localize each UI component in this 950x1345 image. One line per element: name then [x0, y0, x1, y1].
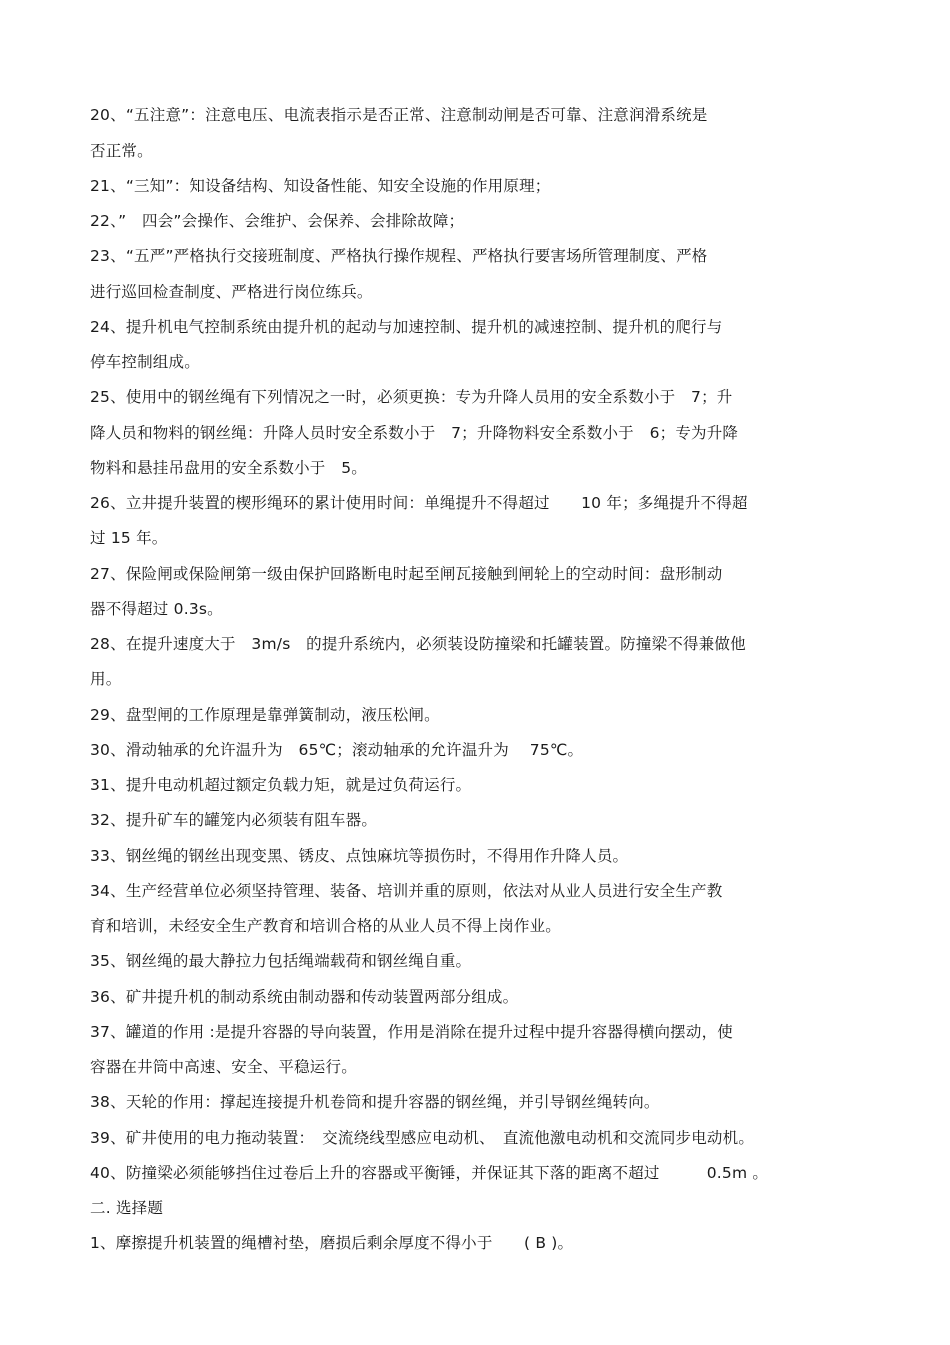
- item-20-line-1: 20、“五注意”：注意电压、电流表指示是否正常、注意制动闸是否可靠、注意润滑系统是: [90, 106, 708, 124]
- item-23-line-2: 进行巡回检查制度、严格进行岗位练兵。: [90, 283, 373, 301]
- item-30-line-1: 30、滑动轴承的允许温升为 65℃；滚动轴承的允许温升为 75℃。: [90, 741, 584, 759]
- item-37-line-2: 容器在井筒中高速、安全、平稳运行。: [90, 1058, 357, 1076]
- item-33-line-1: 33、钢丝绳的钢丝出现变黑、锈皮、点蚀麻坑等损伤时，不得用作升降人员。: [90, 847, 629, 865]
- item-35-line-1: 35、钢丝绳的最大静拉力包括绳端载荷和钢丝绳自重。: [90, 952, 472, 970]
- item-22-line-1: 22、” 四会”会操作、会维护、会保养、会排除故障；: [90, 212, 465, 230]
- item-39-line-1: 39、矿井使用的电力拖动装置： 交流绕线型感应电动机、 直流他激电动机和交流同步电动机。: [90, 1129, 755, 1147]
- item-32-line-1: 32、提升矿车的罐笼内必须装有阻车器。: [90, 811, 378, 829]
- item-36-line-1: 36、矿井提升机的制动系统由制动器和传动装置两部分组成。: [90, 988, 519, 1006]
- item-24-line-2: 停车控制组成。: [90, 353, 200, 371]
- item-38-line-1: 38、天轮的作用：撑起连接提升机卷筒和提升容器的钢丝绳，并引导钢丝绳转向。: [90, 1093, 660, 1111]
- item-28-line-2: 用。: [90, 670, 122, 688]
- item-26-line-2: 过 15 年。: [90, 529, 168, 547]
- item-23-line-1: 23、“五严”严格执行交接班制度、严格执行操作规程、严格执行要害场所管理制度、严格: [90, 247, 708, 265]
- choice-1-line-1: 1、摩擦提升机装置的绳槽衬垫，磨损后剩余厚度不得小于 ( B )。: [90, 1234, 574, 1252]
- item-21-line-1: 21、“三知”：知设备结构、知设备性能、知安全设施的作用原理；: [90, 177, 551, 195]
- item-34-line-1: 34、生产经营单位必须坚持管理、装备、培训并重的原则，依法对从业人员进行安全生产教: [90, 882, 723, 900]
- item-40-line-1: 40、防撞梁必须能够挡住过卷后上升的容器或平衡锤，并保证其下落的距离不超过 0.5m 。: [90, 1164, 769, 1182]
- item-28-line-1: 28、在提升速度大于 3m/s 的提升系统内，必须装设防撞梁和托罐装置。防撞梁不得兼做他: [90, 635, 746, 653]
- item-24-line-1: 24、提升机电气控制系统由提升机的起动与加速控制、提升机的减速控制、提升机的爬行与: [90, 318, 723, 336]
- item-27-line-1: 27、保险闸或保险闸第一级由保护回路断电时起至闸瓦接触到闸轮上的空动时间：盘形制动: [90, 565, 723, 583]
- item-37-line-1: 37、罐道的作用 :是提升容器的导向装置，作用是消除在提升过程中提升容器得横向摆动，使: [90, 1023, 733, 1041]
- item-25-line-2: 降人员和物料的钢丝绳：升降人员时安全系数小于 7；升降物料安全系数小于 6；专为升降: [90, 424, 739, 442]
- item-29-line-1: 29、盘型闸的工作原理是靠弹簧制动，液压松闸。: [90, 706, 440, 724]
- item-26-line-1: 26、立井提升装置的楔形绳环的累计使用时间：单绳提升不得超过 10 年；多绳提升不得超: [90, 494, 748, 512]
- item-20-line-2: 否正常。: [90, 142, 153, 160]
- item-25-line-3: 物料和悬挂吊盘用的安全系数小于 5。: [90, 459, 367, 477]
- item-31-line-1: 31、提升电动机超过额定负载力矩，就是过负荷运行。: [90, 776, 472, 794]
- item-34-line-2: 育和培训，未经安全生产教育和培训合格的从业人员不得上岗作业。: [90, 917, 562, 935]
- section-heading: 二. 选择题: [90, 1199, 164, 1217]
- item-27-line-2: 器不得超过 0.3s。: [90, 600, 223, 618]
- item-25-line-1: 25、使用中的钢丝绳有下列情况之一时，必须更换：专为升降人员用的安全系数小于 7；升: [90, 388, 733, 406]
